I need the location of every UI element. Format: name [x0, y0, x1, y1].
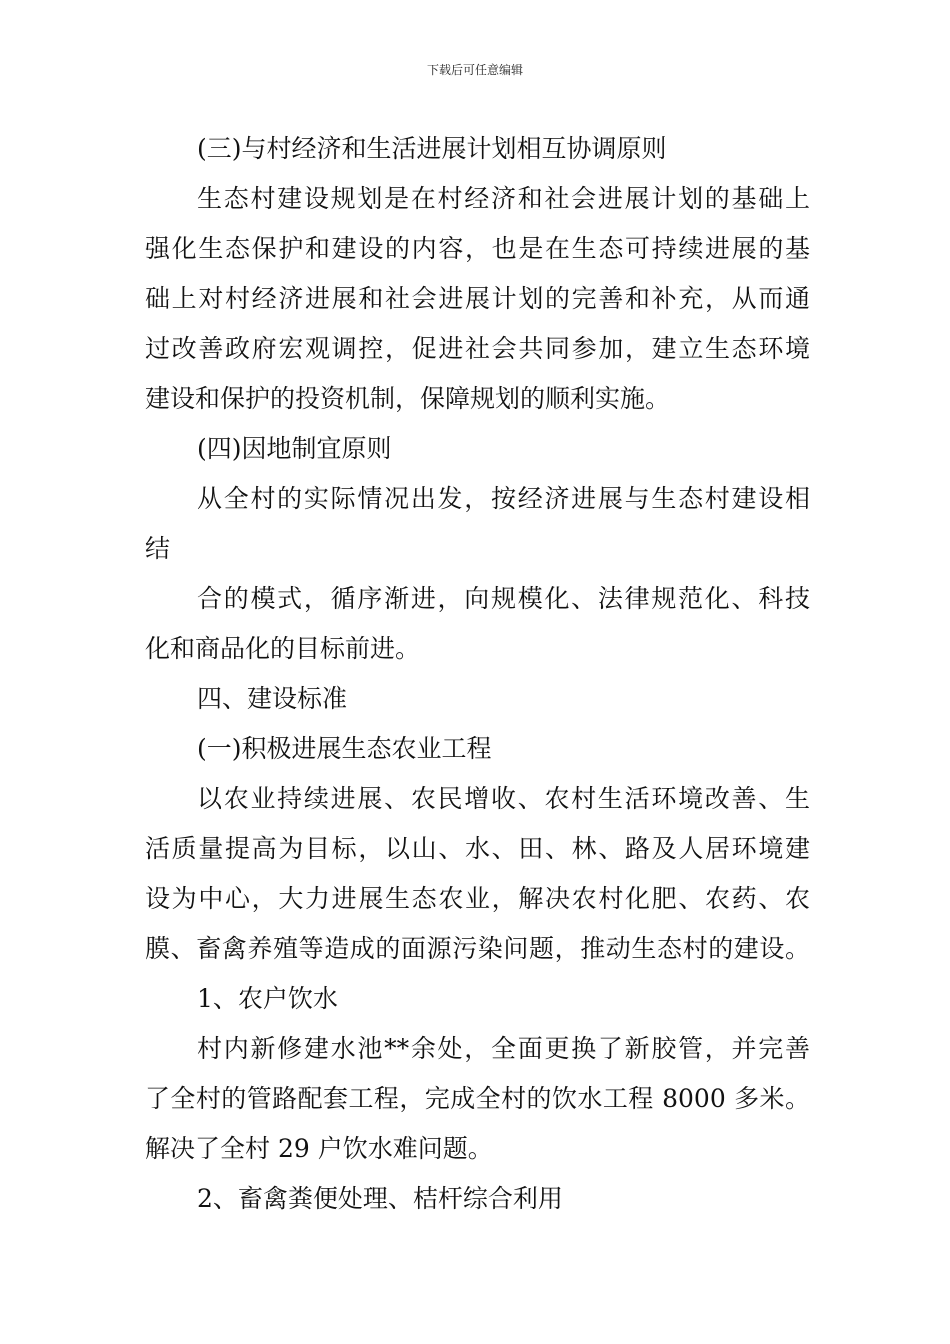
text-line: 设为中心，大力进展生态农业，解决农村化肥、农药、农 — [145, 884, 810, 913]
text-line: 解决了全村 29 户饮水难问题。 — [145, 1134, 493, 1163]
text-line: 以农业持续进展、农民增收、农村生活环境改善、生 — [197, 784, 810, 813]
text-line: 建设和保护的投资机制，保障规划的顺利实施。 — [145, 384, 671, 413]
text-line: 2、畜禽粪便处理、桔杆综合利用 — [197, 1184, 563, 1213]
document-body — [145, 124, 810, 1224]
text-line: 结 — [145, 534, 171, 563]
text-line: (四)因地制宜原则 — [197, 434, 392, 463]
text-line: 从全村的实际情况出发，按经济进展与生态村建设相 — [197, 484, 810, 513]
text-line: 化和商品化的目标前进。 — [145, 634, 421, 663]
page-header: 下载后可任意编辑 — [426, 63, 523, 77]
text-line: 膜、畜禽养殖等造成的面源污染问题，推动生态村的建设。 — [145, 934, 810, 963]
text-line: 四、建设标准 — [197, 684, 348, 713]
text-line: 合的模式，循序渐进，向规模化、法律规范化、科技 — [197, 584, 810, 613]
text-line: 村内新修建水池**余处，全面更换了新胶管，并完善 — [197, 1034, 810, 1063]
text-line: (三)与村经济和生活进展计划相互协调原则 — [197, 134, 667, 163]
text-line: 生态村建设规划是在村经济和社会进展计划的基础上 — [197, 184, 810, 213]
text-line: (一)积极进展生态农业工程 — [197, 734, 492, 763]
text-line: 了全村的管路配套工程，完成全村的饮水工程 8000 多米。 — [145, 1084, 810, 1113]
text-line: 强化生态保护和建设的内容，也是在生态可持续进展的基 — [145, 234, 810, 263]
text-line: 活质量提高为目标，以山、水、田、林、路及人居环境建 — [145, 834, 810, 863]
text-line: 础上对村经济进展和社会进展计划的完善和补充，从而通 — [145, 284, 810, 313]
text-line: 过改善政府宏观调控，促进社会共同参加，建立生态环境 — [145, 334, 810, 363]
text-line: 1、农户饮水 — [197, 984, 338, 1013]
